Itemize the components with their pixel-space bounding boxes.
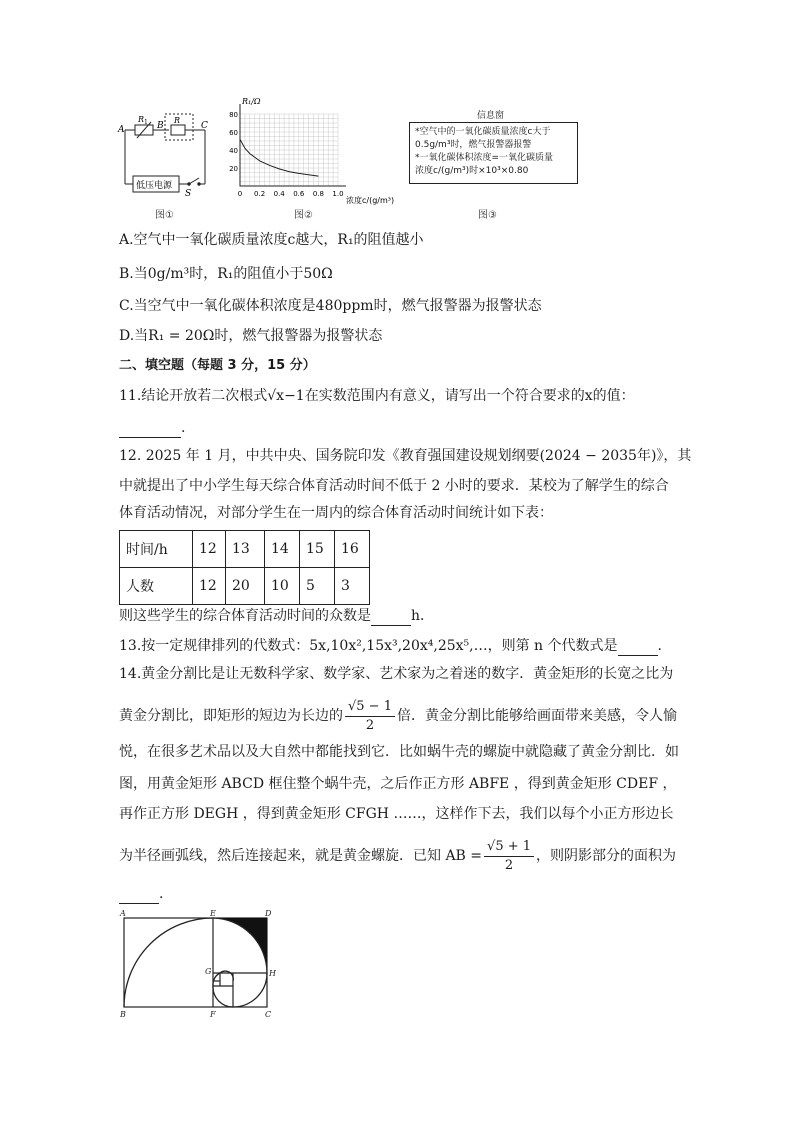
q14-answer-line <box>119 884 163 904</box>
chart-x-tick-label: 0.6 <box>293 190 305 198</box>
q12-line-3: 体育活动情况，对部分学生在一周内的综合体育活动时间统计如下表： <box>119 505 553 521</box>
chart-y-tick-label: 40 <box>229 147 238 155</box>
table-cell: 5 <box>300 568 335 605</box>
info-line-3: *一氧化碳体积浓度=一氧化碳质量 <box>415 153 554 163</box>
option-b: B.当0g/m³时，R₁的阻值小于50Ω <box>119 266 333 282</box>
spiral-label-b: B <box>120 1010 126 1019</box>
q14-line-6-post: ，则阴影部分的面积为 <box>536 848 677 864</box>
fig3-caption: 图③ <box>478 210 497 221</box>
chart-y-tick-label: 60 <box>229 129 238 137</box>
option-d: D.当R₁ = 20Ω时，燃气报警器为报警状态 <box>119 328 383 344</box>
resistance-chart <box>222 96 408 208</box>
circuit-label-s: S <box>185 189 192 199</box>
table-cell: 13 <box>226 531 265 568</box>
table-row <box>120 568 370 605</box>
circuit-figure <box>115 108 215 208</box>
info-window <box>409 122 578 184</box>
question-13 <box>119 636 662 656</box>
chart-x-tick-label: 0.2 <box>254 190 266 198</box>
circuit-label-b: B <box>157 121 164 131</box>
spiral-label-c: C <box>265 1010 272 1019</box>
chart-axes <box>240 104 346 186</box>
q11-blank[interactable] <box>119 423 181 438</box>
q12-ask-post: h． <box>411 608 435 624</box>
q14-line-6 <box>119 836 676 876</box>
activity-table <box>119 530 370 605</box>
circuit-label-c: C <box>201 121 208 131</box>
q14-line-4: 图，用黄金矩形 ABCD 框住整个蜗牛壳，之后作正方形 ABFE ，得到黄金矩形 CDEF ， <box>119 776 677 792</box>
circuit-power-label: 低压电源 <box>136 181 173 191</box>
q14-line-6-pre: 为半径画弧线，然后连接起来，就是黄金螺旋．已知 AB = <box>119 848 483 864</box>
table-cell: 16 <box>335 531 370 568</box>
chart-x-tick-label: 1.0 <box>332 190 344 198</box>
spiral-label-a: A <box>120 909 126 918</box>
chart-x-tick-label: 0 <box>237 190 243 198</box>
q13-pre: 13.按一定规律排列的代数式：5x,10x²,15x³,20x⁴,25x⁵,…，则第 n 个代数式是 <box>119 638 618 654</box>
table-cell: 15 <box>300 531 335 568</box>
chart-y-tick-label: 20 <box>229 165 238 173</box>
q12-ask-pre: 则这些学生的综合体育活动时间的众数是 <box>119 608 371 624</box>
chart-x-axis-label: 浓度c/(g/m³) <box>346 196 395 205</box>
table-cell: 3 <box>335 568 370 605</box>
table-cell: 人数 <box>120 568 193 605</box>
fraction-denominator: 2 <box>365 717 375 733</box>
circuit-label-r: R <box>174 116 181 125</box>
q13-post: . <box>657 638 662 654</box>
circuit-label-a: A <box>118 125 125 135</box>
golden-spiral-figure <box>112 906 282 1022</box>
table-cell: 时间/h <box>120 531 193 568</box>
q12-blank[interactable] <box>371 611 411 626</box>
q14-line-3: 悦，在很多艺术品以及大自然中都能找到它．比如蜗牛壳的螺旋中就隐藏了黄金分割比．如 <box>119 744 679 760</box>
question-11: 11.结论开放若二次根式√x−1在实数范围内有意义，请写出一个符合要求的x的值： <box>119 388 635 404</box>
chart-y-axis-label: R₁/Ω <box>242 97 261 106</box>
info-line-1: *空气中的一氧化碳质量浓度c大于 <box>415 127 551 137</box>
fig2-caption: 图② <box>294 210 313 221</box>
spiral-label-g: G <box>205 967 212 976</box>
info-window-title: 信息窗 <box>477 111 505 121</box>
option-c: C.当空气中一氧化碳体积浓度是480ppm时，燃气报警器为报警状态 <box>119 298 542 314</box>
table-row <box>120 531 370 568</box>
fraction-ab <box>484 838 534 875</box>
q13-blank[interactable] <box>618 641 658 656</box>
q11-answer-line <box>119 418 185 438</box>
fraction-golden-ratio <box>345 698 395 735</box>
q14-line-2-pre: 黄金分割比，即矩形的短边为长边的 <box>119 708 343 724</box>
info-line-2: 0.5g/m³时，燃气报警器报警 <box>415 140 532 150</box>
spiral-label-h: H <box>269 969 276 978</box>
table-cell: 12 <box>193 531 226 568</box>
table-cell: 10 <box>265 568 300 605</box>
q12-ask <box>119 606 434 626</box>
table-cell: 14 <box>265 531 300 568</box>
info-line-4: 浓度c/(g/m³)时×10³×0.80 <box>415 166 529 176</box>
q14-line-1: 14.黄金分割比是让无数科学家、数学家、艺术家为之着迷的数字．黄金矩形的长宽之比为 <box>119 666 674 682</box>
fraction-numerator: √5 − 1 <box>345 698 395 717</box>
circuit-label-r1-sub: 1 <box>144 119 148 126</box>
spiral-label-f: F <box>210 1010 216 1019</box>
fraction-numerator: √5 + 1 <box>484 838 534 857</box>
q14-line-2-post: 倍．黄金分割比能够给画面带来美感，令人愉 <box>396 708 677 724</box>
circuit-label-r1: R <box>138 115 145 124</box>
q12-line-2: 中就提出了中小学生每天综合体育活动时间不低于 2 小时的要求．某校为了解学生的综合 <box>119 478 669 494</box>
table-cell: 12 <box>193 568 226 605</box>
spiral-label-d: D <box>265 909 272 918</box>
golden-spiral-arc <box>124 918 267 1007</box>
q12-line-1: 12. 2025 年 1 月，中共中央、国务院印发《教育强国建设规划纲要(2024 − 2035年)》，其 <box>119 448 692 464</box>
fig1-caption: 图① <box>155 210 174 221</box>
q14-line-2 <box>119 696 677 736</box>
table-cell: 20 <box>226 568 265 605</box>
spiral-label-e: E <box>210 909 216 918</box>
q11-end: . <box>181 420 186 436</box>
q14-end: . <box>159 886 164 902</box>
fraction-denominator: 2 <box>504 857 514 873</box>
chart-x-tick-label: 0.4 <box>273 190 285 198</box>
section-title: 二、填空题（每题 3 分，15 分） <box>119 358 316 373</box>
q14-blank[interactable] <box>119 889 159 904</box>
chart-y-tick-label: 80 <box>229 111 238 119</box>
q14-line-5: 再作正方形 DEGH ，得到黄金矩形 CFGH ……，这样作下去，我们以每个小正方形边长 <box>119 806 674 822</box>
chart-x-tick-label: 0.8 <box>312 190 324 198</box>
option-a: A.空气中一氧化碳质量浓度c越大，R₁的阻值越小 <box>119 232 424 248</box>
